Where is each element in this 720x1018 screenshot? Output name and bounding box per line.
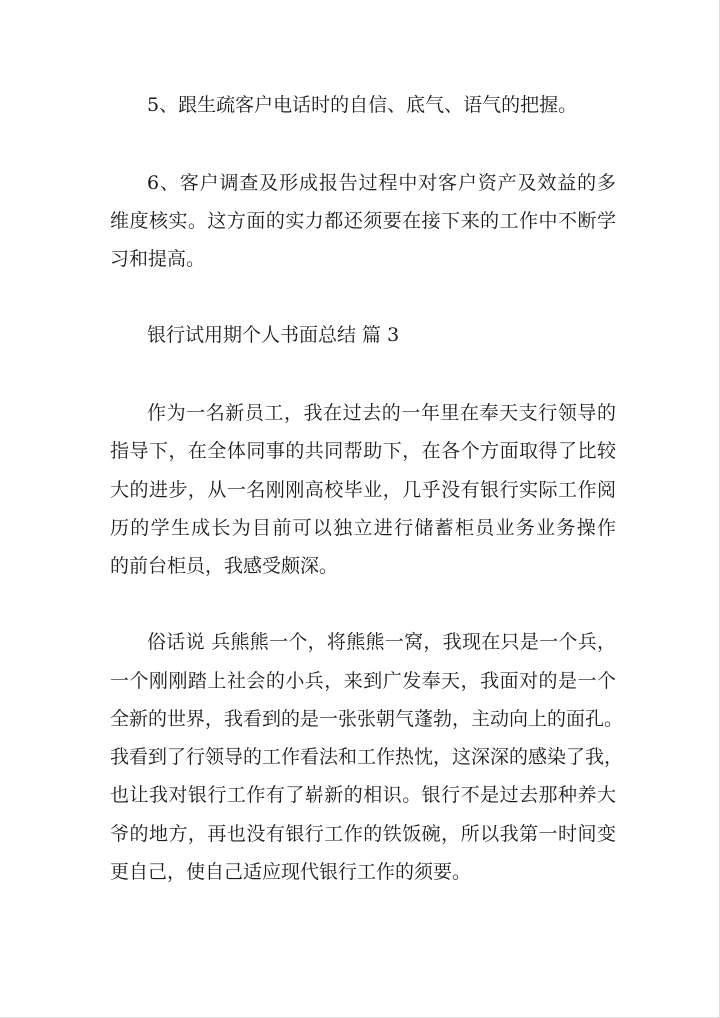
- text-line: 维度核实。这方面的实力都还须要在接下来的工作中不断学: [110, 210, 616, 232]
- text-line: 5、跟生疏客户电话时的自信、底气、语气的把握。: [147, 94, 578, 116]
- text-line: 也让我对银行工作有了崭新的相识。银行不是过去那种养大: [110, 784, 616, 806]
- text-line: 我看到了行领导的工作看法和工作热忱，这深深的感染了我，: [110, 746, 624, 768]
- text-line: 6、客户调查及形成报告过程中对客户资产及效益的多: [147, 172, 616, 194]
- text-line: 历的学生成长为目前可以独立进行储蓄柜员业务业务操作: [110, 517, 616, 539]
- text-line: 一个刚刚踏上社会的小兵，来到广发奉天，我面对的是一个: [110, 670, 616, 692]
- text-line: 指导下，在全体同事的共同帮助下，在各个方面取得了比较: [110, 440, 616, 462]
- text-line: 大的进步，从一名刚刚高校毕业，几乎没有银行实际工作阅: [110, 479, 616, 501]
- text-line: 俗话说 兵熊熊一个，将熊熊一窝，我现在只是一个兵，: [147, 631, 616, 653]
- text-line: 爷的地方，再也没有银行工作的铁饭碗，所以我第一时间变: [110, 823, 616, 845]
- text-line: 的前台柜员，我感受颇深。: [110, 555, 339, 577]
- heading-text: 银行试用期个人书面总结 篇 3: [147, 324, 400, 346]
- text-line: 全新的世界，我看到的是一张张朝气蓬勃，主动向上的面孔。: [110, 708, 624, 730]
- text-line: 作为一名新员工，我在过去的一年里在奉天支行领导的: [147, 402, 616, 424]
- text-line: 习和提高。: [110, 248, 206, 270]
- text-line: 更自己，使自己适应现代银行工作的须要。: [110, 861, 472, 883]
